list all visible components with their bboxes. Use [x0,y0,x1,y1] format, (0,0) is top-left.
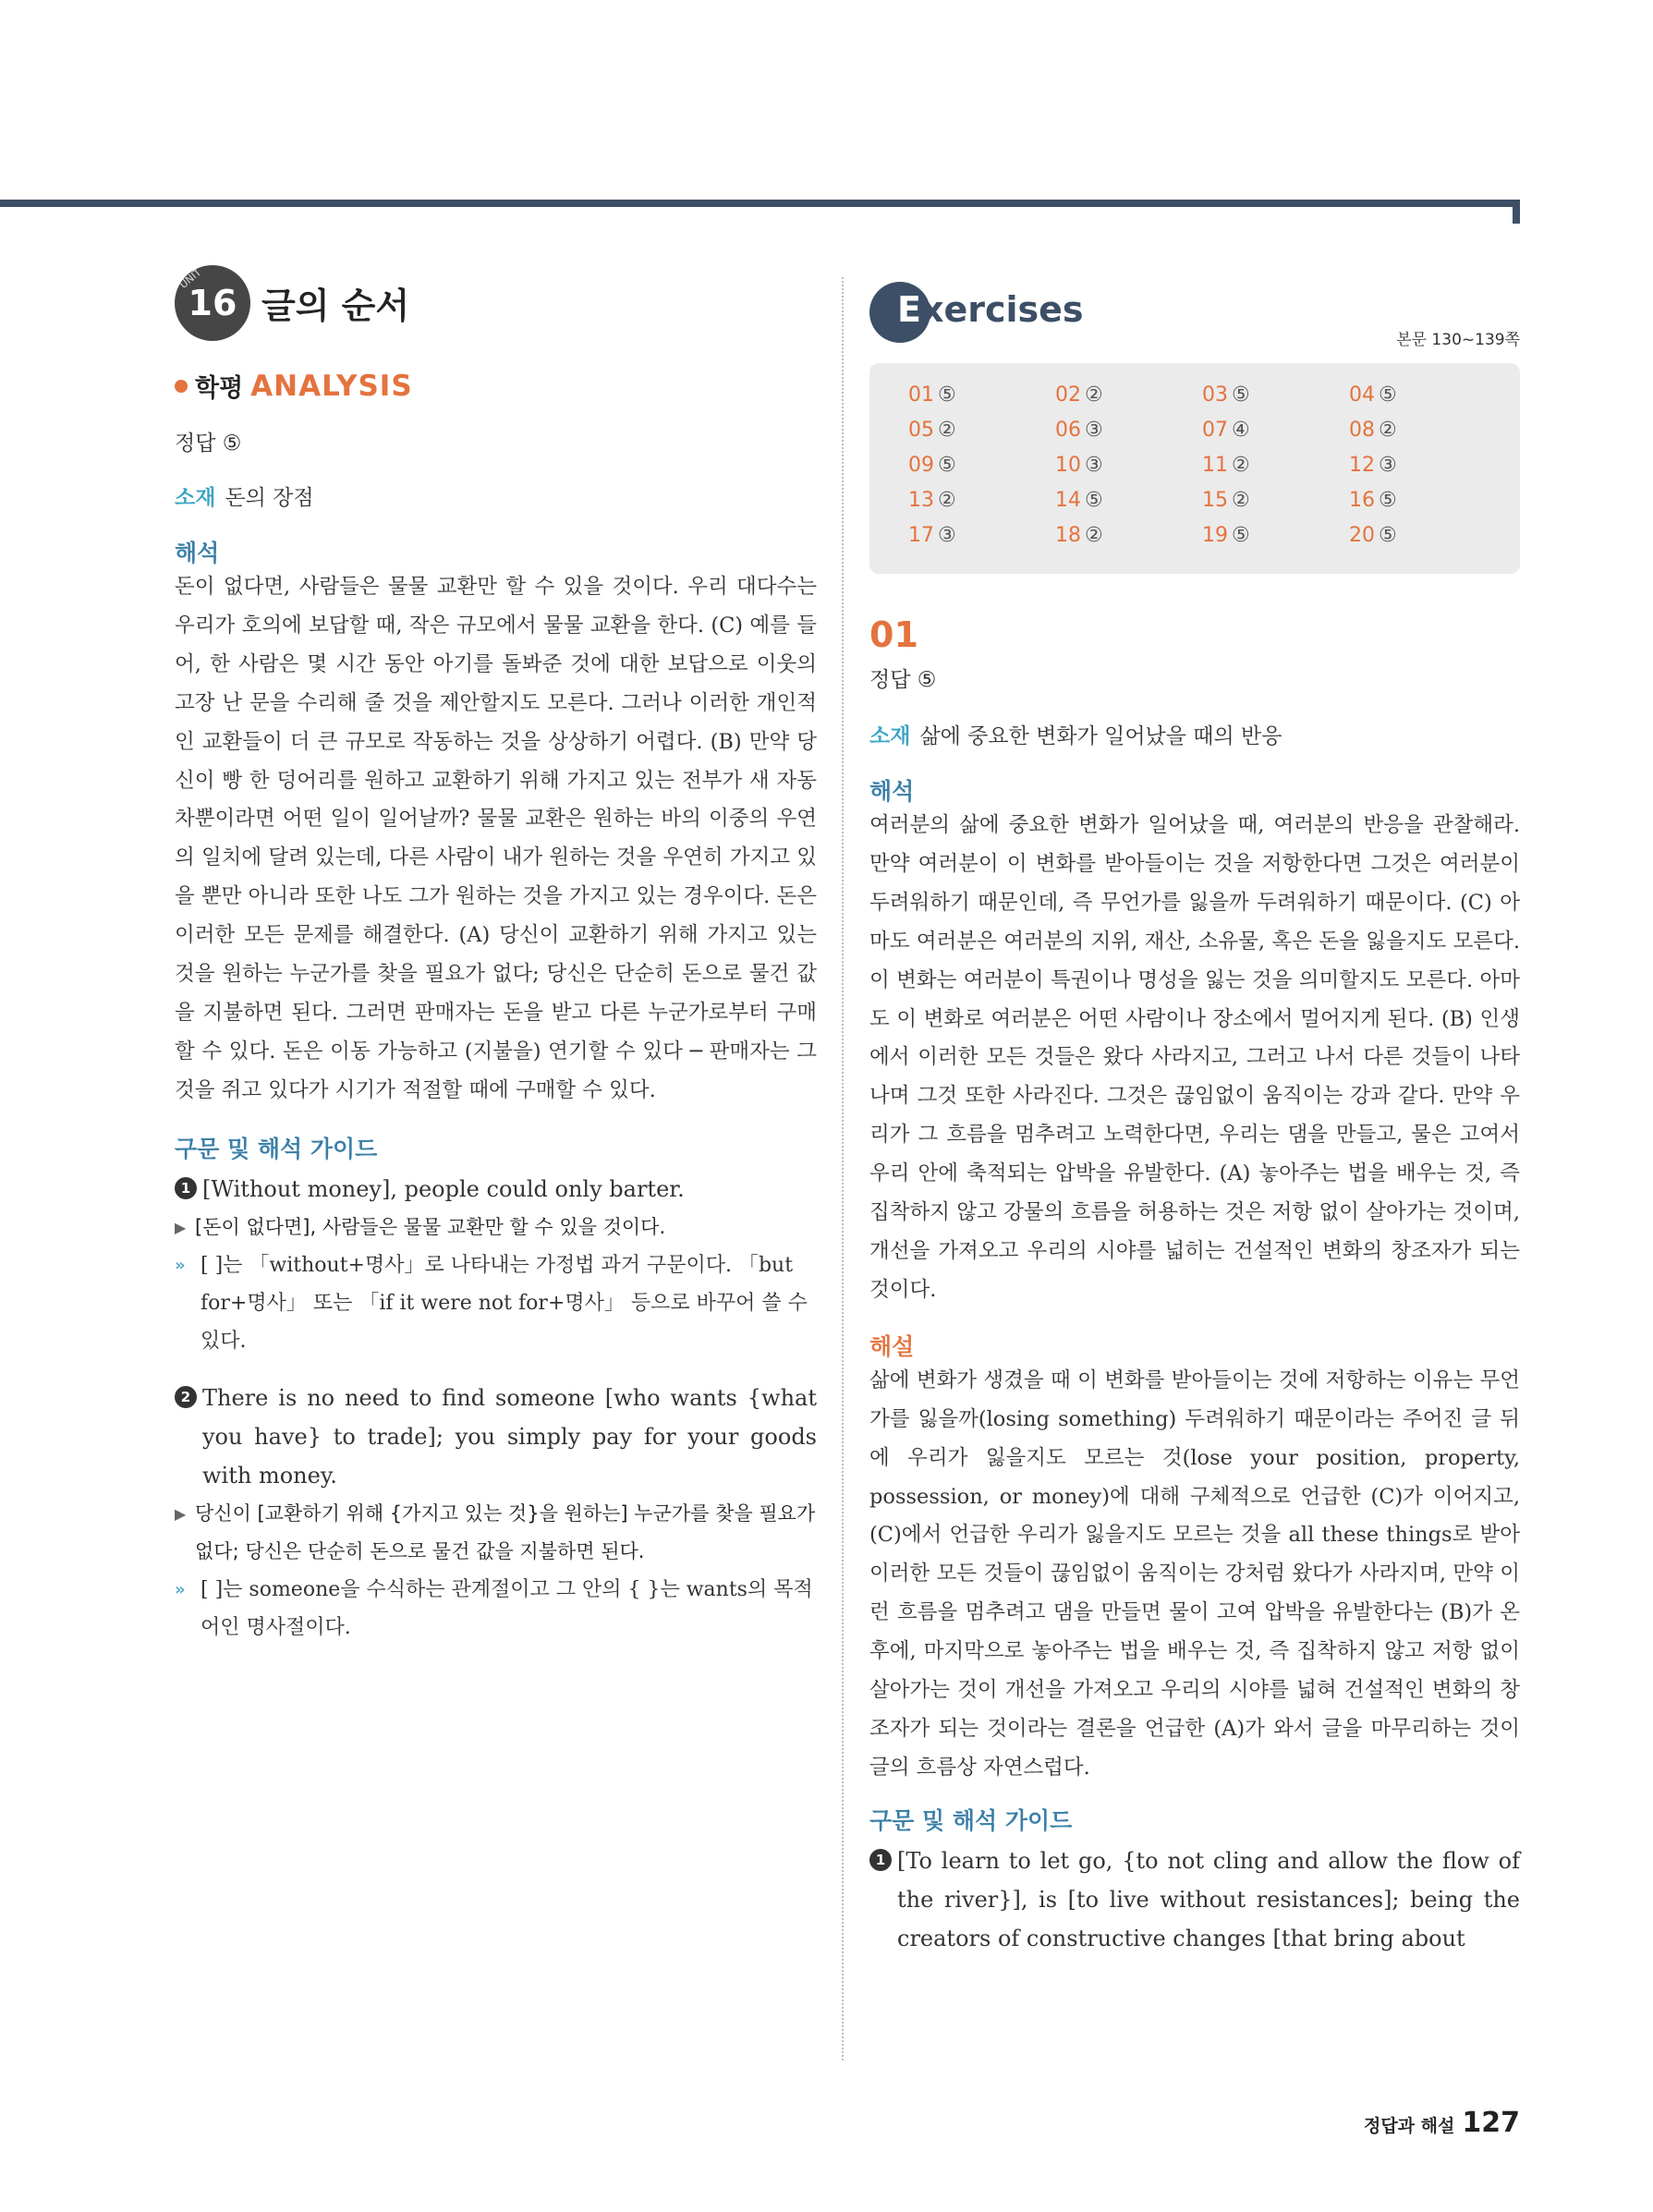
answer-cell-choice: ② [1085,383,1103,407]
double-arrow-icon: » [175,1255,186,1275]
guide-sentence: [Without money], people could only barter. [202,1175,685,1202]
answer-cell-number: 08 [1349,419,1375,442]
guide-note-text: [ ]는 someone을 수식하는 관계절이고 그 안의 { }는 wants의 목적어인 명사절이다. [201,1577,813,1639]
analysis-label: 학평 [195,374,244,403]
guide-sentence: There is no need to find someone [who wants {what you have} to trade]; you simply pay for your goods with money. [202,1384,817,1489]
unit-header [175,263,817,342]
answer-cell-number: 14 [1055,489,1081,512]
guide-translation [175,1495,817,1571]
answer-cell-choice: ⑤ [938,454,956,477]
right-column [869,282,1520,1958]
double-arrow-icon: » [175,1579,186,1599]
analysis-en: ANALYSIS [250,369,413,403]
top-rule [0,200,1520,207]
answer-cell-number: 09 [908,454,934,477]
answer-cell-number: 11 [1202,454,1228,477]
topic [175,480,817,511]
answer-cell-number: 12 [1349,454,1375,477]
answer-cell-choice: ⑤ [938,383,956,407]
bullet-dot-icon [175,380,188,393]
answer-cell-number: 01 [908,383,934,407]
answer-cell-choice: ⑤ [1379,383,1397,407]
answer-cell-choice: ② [1232,454,1250,477]
answer-cell-choice: ⑤ [1232,383,1250,407]
number-circle-icon: 1 [175,1177,197,1199]
answer-cell [1202,524,1349,553]
exercises-header [869,282,1520,349]
top-rule-tick [1513,200,1520,224]
exercises-title [897,289,1084,330]
answer-cell-choice: ③ [1379,454,1397,477]
guide-translation [175,1209,817,1246]
answer-cell [1055,419,1202,448]
answer-cell [1202,419,1349,448]
answers-grid [908,383,1496,553]
column-divider [842,277,844,2060]
topic-text: 삶에 중요한 변화가 일어났을 때의 반응 [919,724,1282,748]
answer-cell [908,489,1055,518]
answer-cell [1349,383,1496,413]
answer-cell-number: 15 [1202,489,1228,512]
answer-cell-number: 20 [1349,524,1375,547]
answer-cell [1349,524,1496,553]
footer-label: 정답과 해설 [1364,2116,1455,2136]
guide-heading: 구문 및 해석 가이드 [175,1135,378,1162]
guide-sentence: [To learn to let go, {to not cling and allow the flow of the river}], is [to live without resistances]; being the creators of constructive changes [that bring about [897,1847,1520,1951]
answer-cell-choice: ⑤ [1085,489,1103,512]
guide-heading: 구문 및 해석 가이드 [869,1806,1073,1834]
unit-title: 글의 순서 [261,286,410,326]
interpretation-body: 여러분의 삶에 중요한 변화가 일어났을 때, 여러분의 반응을 관찰해라. 만약 여러분이 이 변화를 받아들이는 것을 저항한다면 그것은 여러분이 두려워하기 때문인데, 즉 무언가를 잃을까 두려워하기 때문이다. (C) 아마도 여러분은 여러분의 지위, 재산, 소유물, 혹은 돈을 잃을지도 모른다. 이 변화는 여러분이 특권이나 명성을 잃는 것을 의미할지도 모른다. 아마도 이 변화로 여러분은 어떤 사람이나 장소에서 멀어지게 된다. (B) 인생에서 이러한 모든 것들은 왔다 사라지고, 그러고 나서 다른 것들이 나타나며 그것 또한 사라진다. 그것은 끊임없이 움직이는 강과 같다. 만약 우리가 그 흐름을 멈추려고 노력한다면, 우리는 댐을 만들고, 물은 고여서 우리 안에 축적되는 압박을 유발한다. (A) 놓아주는 법을 배우는 것, 즉 집착하지 않고 강물의 흐름을 허용하는 것은 저항 없이 살아가는 것이며, 개선을 가져오고 우리의 시야를 넓히는 건설적인 변화의 창조자가 되는 것이다. [869,813,1520,1302]
answer-cell-choice: ② [1232,489,1250,512]
answer: 정답 ⑤ [175,431,242,456]
topic-key: 소재 [869,724,911,748]
answer-cell-choice: ⑤ [1379,489,1397,512]
answer-cell [1349,489,1496,518]
answer-cell-choice: ④ [1232,419,1250,442]
interpretation-heading: 해석 [869,778,915,805]
answer-cell-choice: ③ [1085,454,1103,477]
guide-note [175,1246,817,1360]
answer-cell-number: 18 [1055,524,1081,547]
answer-cell-number: 02 [1055,383,1081,407]
guide-item-1 [869,1841,1520,1958]
answer-cell-number: 16 [1349,489,1375,512]
guide-translation-text: 당신이 [교환하기 위해 {가지고 있는 것}을 원하는] 누군가를 찾을 필요가 없다; 당신은 단순히 돈으로 물건 값을 지불하면 된다. [195,1501,816,1562]
left-column [175,263,817,1647]
number-circle-icon: 1 [869,1849,892,1871]
answer-cell [1349,419,1496,448]
exercises-title-first: E [897,289,921,330]
answer-cell-number: 05 [908,419,934,442]
topic-key: 소재 [175,486,216,510]
answer-cell [1202,454,1349,483]
guide-note-text: [ ]는 「without+명사」로 나타내는 가정법 과거 구문이다. 「but for+명사」 또는 「if it were not for+명사」 등으로 바꾸어 쓸 수 있다. [201,1253,808,1353]
triangle-icon: ▶ [175,1218,187,1236]
interpretation-heading: 해석 [175,540,220,566]
answer: 정답 ⑤ [869,668,937,692]
topic [869,719,1520,749]
answer-cell [908,419,1055,448]
explanation-heading: 해설 [869,1332,915,1360]
page-footer [1364,2107,1520,2139]
answer-cell-choice: ② [938,489,956,512]
answer-cell-number: 06 [1055,419,1081,442]
guide-item-1 [175,1170,817,1209]
answer-cell [1055,524,1202,553]
answer-cell [908,454,1055,483]
answer-cell [1202,383,1349,413]
answer-cell-choice: ③ [1085,419,1103,442]
number-circle-icon: 2 [175,1386,197,1408]
page-number: 127 [1462,2107,1521,2139]
answer-cell [1202,489,1349,518]
answer-cell [1349,454,1496,483]
answer-cell-number: 07 [1202,419,1228,442]
unit-tag: UNIT [176,265,204,291]
interpretation-body: 돈이 없다면, 사람들은 물물 교환만 할 수 있을 것이다. 우리 대다수는 우리가 호의에 보답할 때, 작은 규모에서 물물 교환을 한다. (C) 예를 들어, 한 사람은 몇 시간 동안 아기를 돌봐준 것에 대한 보답으로 이웃의 고장 난 문을 수리해 줄 것을 제안할지도 모른다. 그러나 이러한 개인적인 교환들이 더 큰 규모로 작동하는 것을 상상하기 어렵다. (B) 만약 당신이 빵 한 덩어리를 원하고 교환하기 위해 가지고 있는 전부가 새 자동차뿐이라면 어떤 일이 일어날까? 물물 교환은 원하는 바의 이중의 우연의 일치에 달려 있는데, 다른 사람이 내가 원하는 것을 우연히 가지고 있을 뿐만 아니라 또한 나도 그가 원하는 것을 가지고 있는 경우이다. 돈은 이러한 모든 문제를 해결한다. (A) 당신이 교환하기 위해 가지고 있는 것을 원하는 누군가를 찾을 필요가 없다; 당신은 단순히 돈으로 물건 값을 지불하면 된다. 그러면 판매자는 돈을 받고 다른 누군가로부터 구매할 수 있다. 돈은 이동 가능하고 (지불을) 연기할 수 있다 ─ 판매자는 그것을 쥐고 있다가 시기가 적절할 때에 구매할 수 있다. [175,575,817,1102]
exercises-pages: 본문 130~139쪽 [1396,331,1520,349]
guide-item-2 [175,1379,817,1495]
answer-cell-choice: ② [1379,419,1397,442]
answer-cell [1055,383,1202,413]
answer-cell [908,383,1055,413]
unit-badge [175,265,250,341]
guide-translation-text: [돈이 없다면], 사람들은 물물 교환만 할 수 있을 것이다. [195,1215,666,1238]
analysis-heading [175,368,817,404]
answers-box [869,363,1520,574]
answer-cell-choice: ⑤ [1232,524,1250,547]
answer-cell-number: 04 [1349,383,1375,407]
answer-cell [1055,454,1202,483]
exercises-title-rest: xercises [920,289,1084,330]
answer-cell-number: 19 [1202,524,1228,547]
answer-cell-number: 03 [1202,383,1228,407]
answer-cell-choice: ② [1085,524,1103,547]
guide-note [175,1571,817,1647]
answer-cell [1055,489,1202,518]
topic-text: 돈의 장점 [225,486,314,510]
answer-cell-number: 17 [908,524,934,547]
explanation-body: 삶에 변화가 생겼을 때 이 변화를 받아들이는 것에 저항하는 이유는 무언가를 잃을까(losing something) 두려워하기 때문이라는 주어진 글 뒤에 우리가 잃을지도 모르는 것(lose your position, property, possession, or money)에 대해 구체적으로 언급한 (C)가 이어지고, (C)에서 언급한 우리가 잃을지도 모르는 것을 all these things로 받아 이러한 모든 것들이 끊임없이 움직이는 강처럼 왔다가 사라지며, 만약 이런 흐름을 멈추려고 댐을 만들면 물이 고여 압박을 유발한다는 (B)가 온 후에, 마지막으로 놓아주는 법을 배우는 것, 즉 집착하지 않고 저항 없이 살아가는 것이 개선을 가져오고 우리의 시야를 넓혀 건설적인 변화의 창조자가 되는 것이라는 결론을 언급한 (A)가 와서 글을 마무리하는 것이 글의 흐름상 자연스럽다. [869,1367,1520,1780]
triangle-icon: ▶ [175,1504,187,1523]
answer-cell-choice: ⑤ [1379,524,1397,547]
unit-number: 16 [188,282,237,323]
answer-cell-choice: ③ [938,524,956,547]
answer-cell-number: 10 [1055,454,1081,477]
answer-cell-number: 13 [908,489,934,512]
answer-cell-choice: ② [938,419,956,442]
answer-cell [908,524,1055,553]
question-number: 01 [869,614,918,655]
